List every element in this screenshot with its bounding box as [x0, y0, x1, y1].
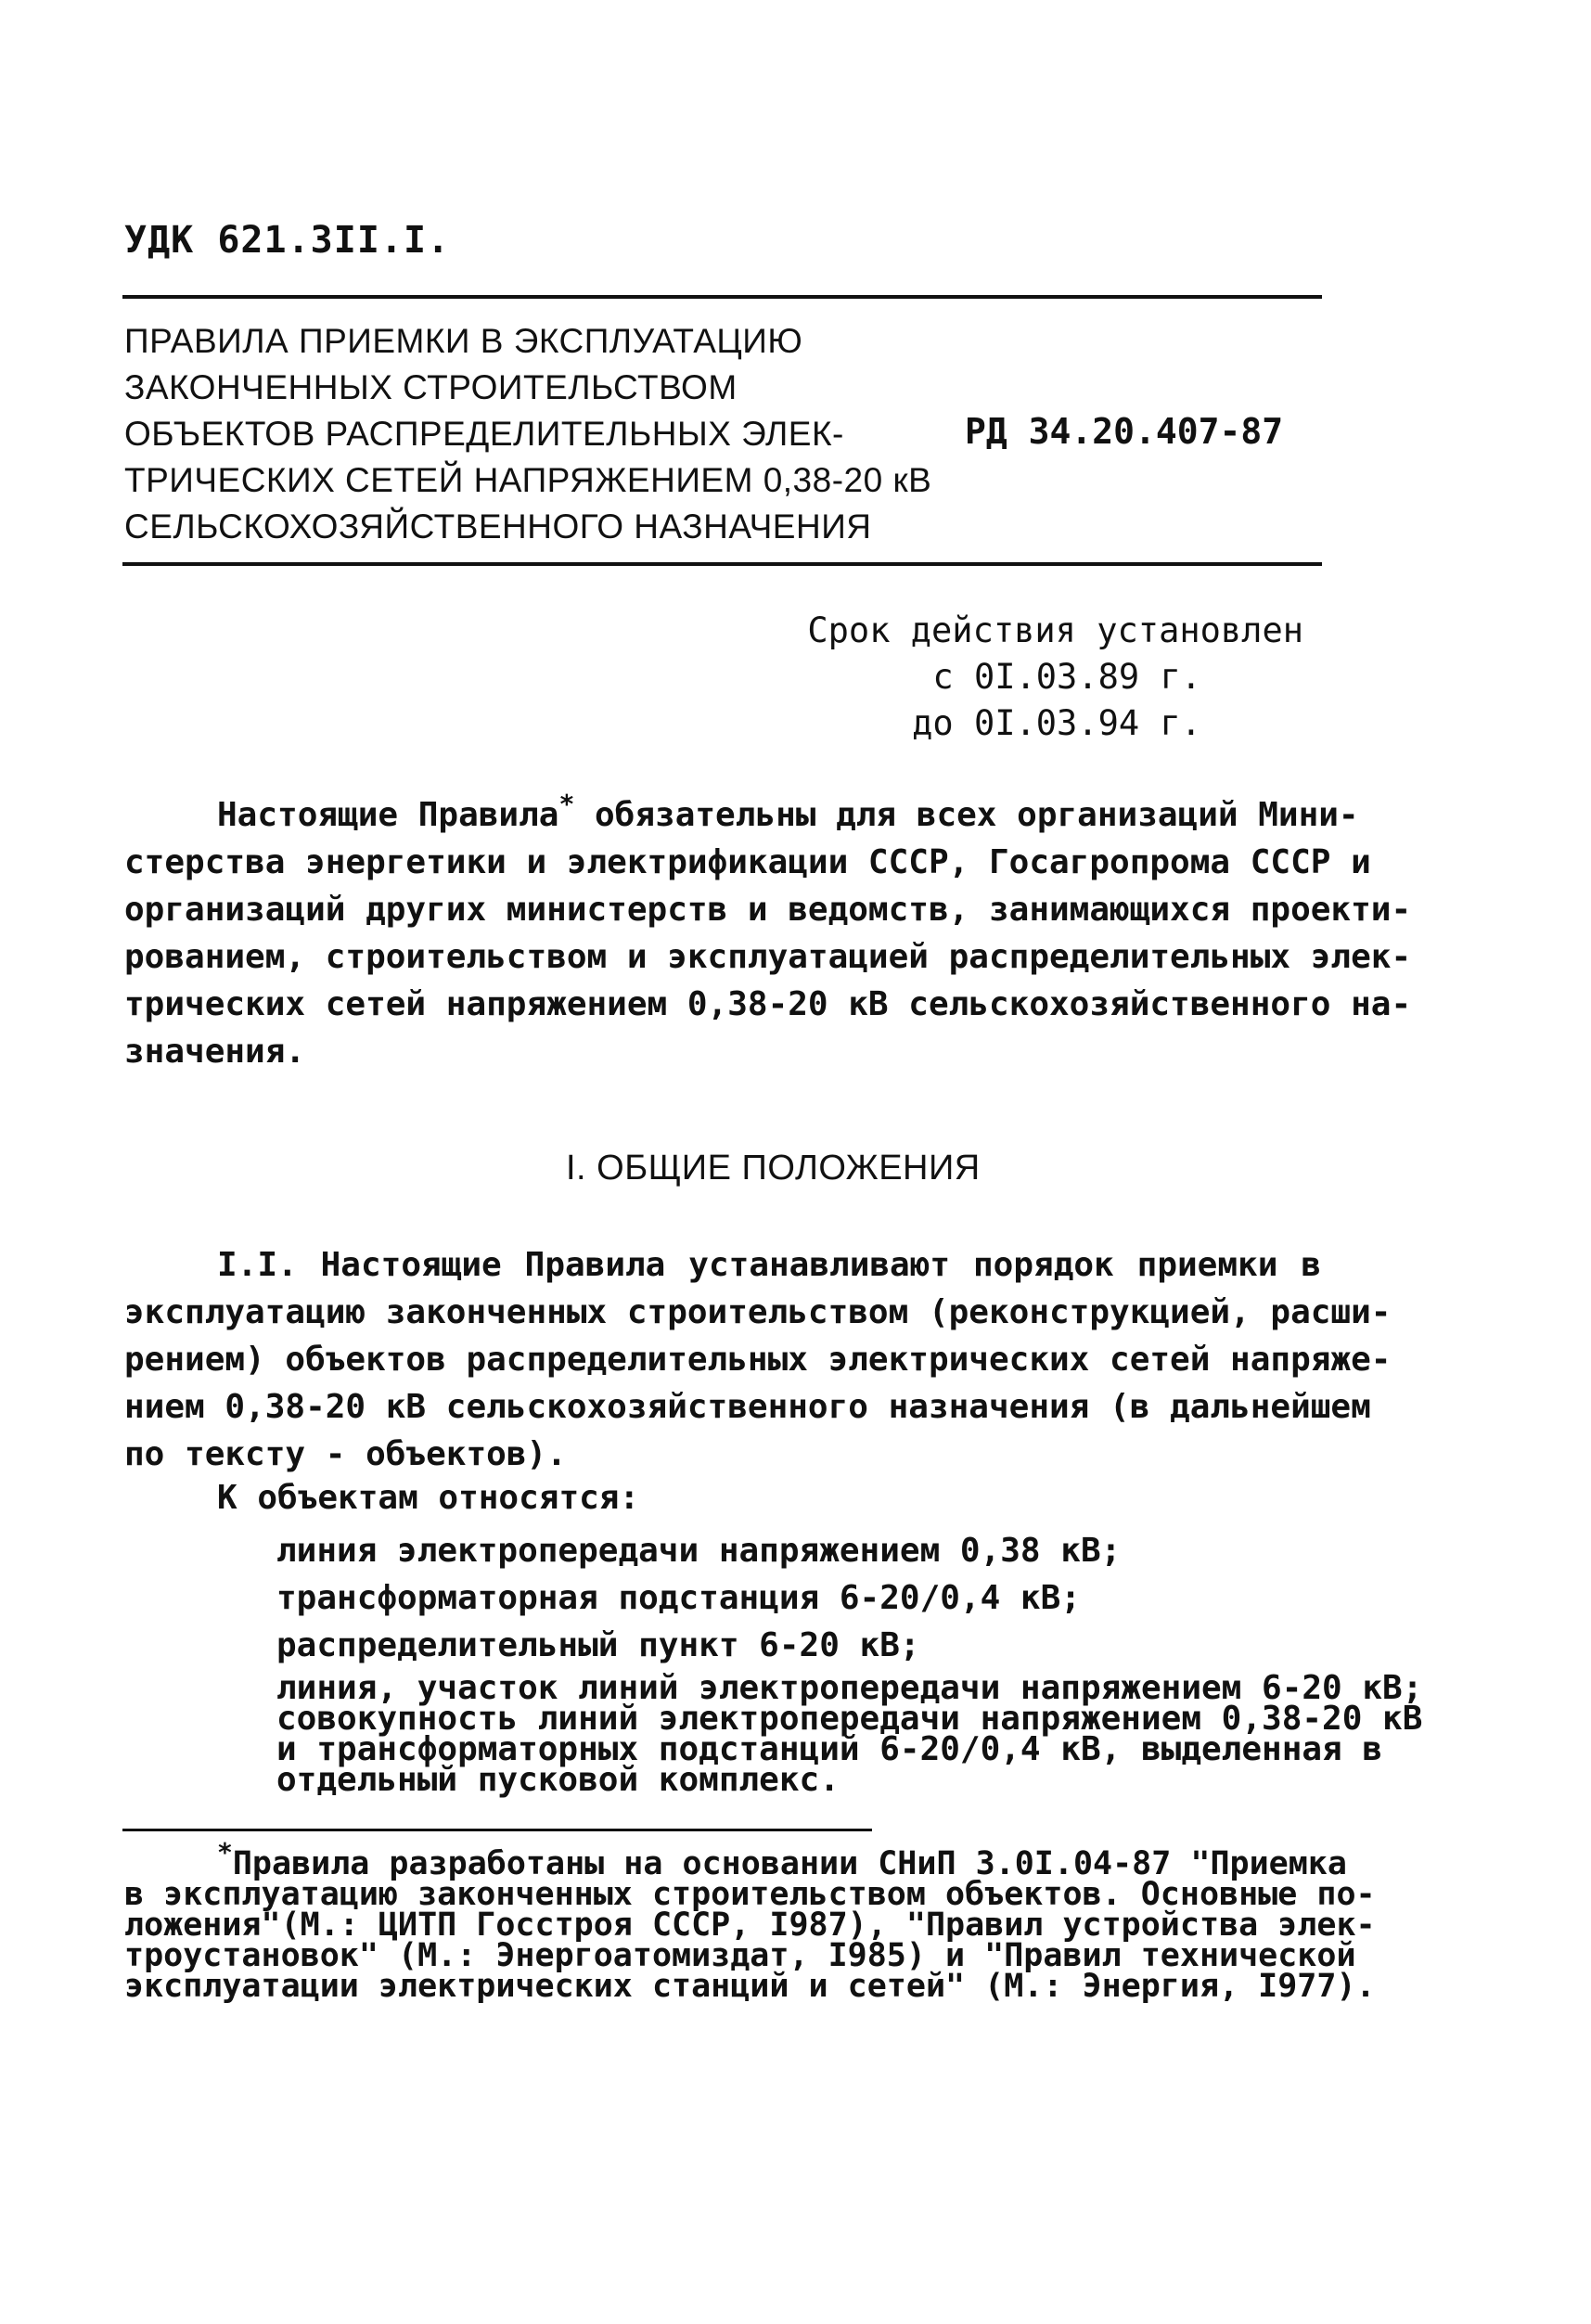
list-item: трансформаторная подстанция 6-20/0,4 кВ;	[276, 1579, 1081, 1617]
document-title	[124, 318, 931, 550]
objects-list	[276, 1527, 1423, 1799]
intro-line: организаций других министерств и ведомств, занимающихся проекти-	[124, 891, 1412, 929]
footnote-line: троустановок" (М.: Энергоатомиздат, I985) и "Правил технической	[124, 1937, 1356, 1974]
list-item-line: совокупность линий электропередачи напряжением 0,38-20 кВ	[276, 1700, 1423, 1738]
top-divider	[122, 295, 1322, 299]
title-line: ПРАВИЛА ПРИЕМКИ В ЭКСПЛУАТАЦИЮ	[124, 322, 803, 360]
list-item-line: и трансформаторных подстанций 6-20/0,4 кВ, выделенная в	[276, 1730, 1383, 1768]
intro-line: стерства энергетики и электрификации СССР, Госагропрома СССР и	[124, 843, 1371, 881]
intro-paragraph	[124, 789, 1412, 1075]
clause-line: эксплуатацию законченных строительством (реконструкцией, расши-	[124, 1293, 1392, 1331]
validity-block	[807, 608, 1303, 747]
validity-to: до 0I.03.94 г.	[912, 703, 1201, 743]
list-item: линия электропередачи напряжением 0,38 кВ;	[276, 1532, 1122, 1570]
intro-text: Настоящие Правила	[217, 796, 559, 834]
intro-line: рованием, строительством и эксплуатацией распределительных элек-	[124, 938, 1412, 976]
title-line: СЕЛЬСКОХОЗЯЙСТВЕННОГО НАЗНАЧЕНИЯ	[124, 507, 872, 546]
clause-line: нием 0,38-20 кВ сельскохозяйственного назначения (в дальнейшем	[124, 1388, 1371, 1426]
intro-text: обязательны для всех организаций Мини-	[574, 796, 1359, 834]
title-divider	[122, 562, 1322, 566]
footnote-marker: *	[217, 1837, 233, 1868]
list-item-line: линия, участок линий электропередачи напряжением 6-20 кВ;	[276, 1669, 1423, 1707]
objects-intro: К объектам относятся:	[217, 1479, 640, 1517]
title-line: ЗАКОНЧЕННЫХ СТРОИТЕЛЬСТВОМ	[124, 368, 738, 406]
footnote-line: ложения"(М.: ЦИТП Госстроя СССР, I987), "Правил устройства элек-	[124, 1907, 1376, 1944]
validity-label: Срок действия установлен	[807, 610, 1303, 650]
footnote-divider	[122, 1829, 872, 1831]
clause-1-1	[124, 1241, 1392, 1478]
section-heading: I. ОБЩИЕ ПОЛОЖЕНИЯ	[566, 1149, 981, 1188]
clause-line: по тексту - объектов).	[124, 1435, 567, 1473]
udc-code: УДК 621.3II.I.	[124, 219, 451, 262]
footnote-line: эксплуатации электрических станций и сетей" (М.: Энергия, I977).	[124, 1968, 1376, 2005]
intro-line: трических сетей напряжением 0,38-20 кВ сельскохозяйственного на-	[124, 985, 1412, 1023]
title-line: ТРИЧЕСКИХ СЕТЕЙ НАПРЯЖЕНИЕМ 0,38-20 кВ	[124, 461, 932, 499]
intro-line	[124, 789, 1359, 839]
list-item: распределительный пункт 6-20 кВ;	[276, 1626, 920, 1664]
clause-line: рением) объектов распределительных электрических сетей напряже-	[124, 1341, 1392, 1379]
document-code: РД 34.20.407-87	[965, 411, 1284, 452]
list-item-multiline	[276, 1669, 1423, 1799]
footnote-line: в эксплуатацию законченных строительством объектов. Основные по-	[124, 1876, 1376, 1913]
clause-line: I.I. Настоящие Правила устанавливают порядок приемки в	[217, 1246, 1321, 1284]
intro-line: значения.	[124, 1033, 306, 1071]
validity-from: с 0I.03.89 г.	[932, 657, 1201, 697]
footnote-text: Правила разработаны на основании СНиП 3.0I.04-87 "Приемка	[232, 1845, 1347, 1882]
list-item-line: отдельный пусковой комплекс.	[276, 1761, 840, 1799]
footnote	[124, 1837, 1376, 2005]
title-line: ОБЪЕКТОВ РАСПРЕДЕЛИТЕЛЬНЫХ ЭЛЕК-	[124, 415, 844, 453]
footnote-marker: *	[558, 789, 575, 819]
